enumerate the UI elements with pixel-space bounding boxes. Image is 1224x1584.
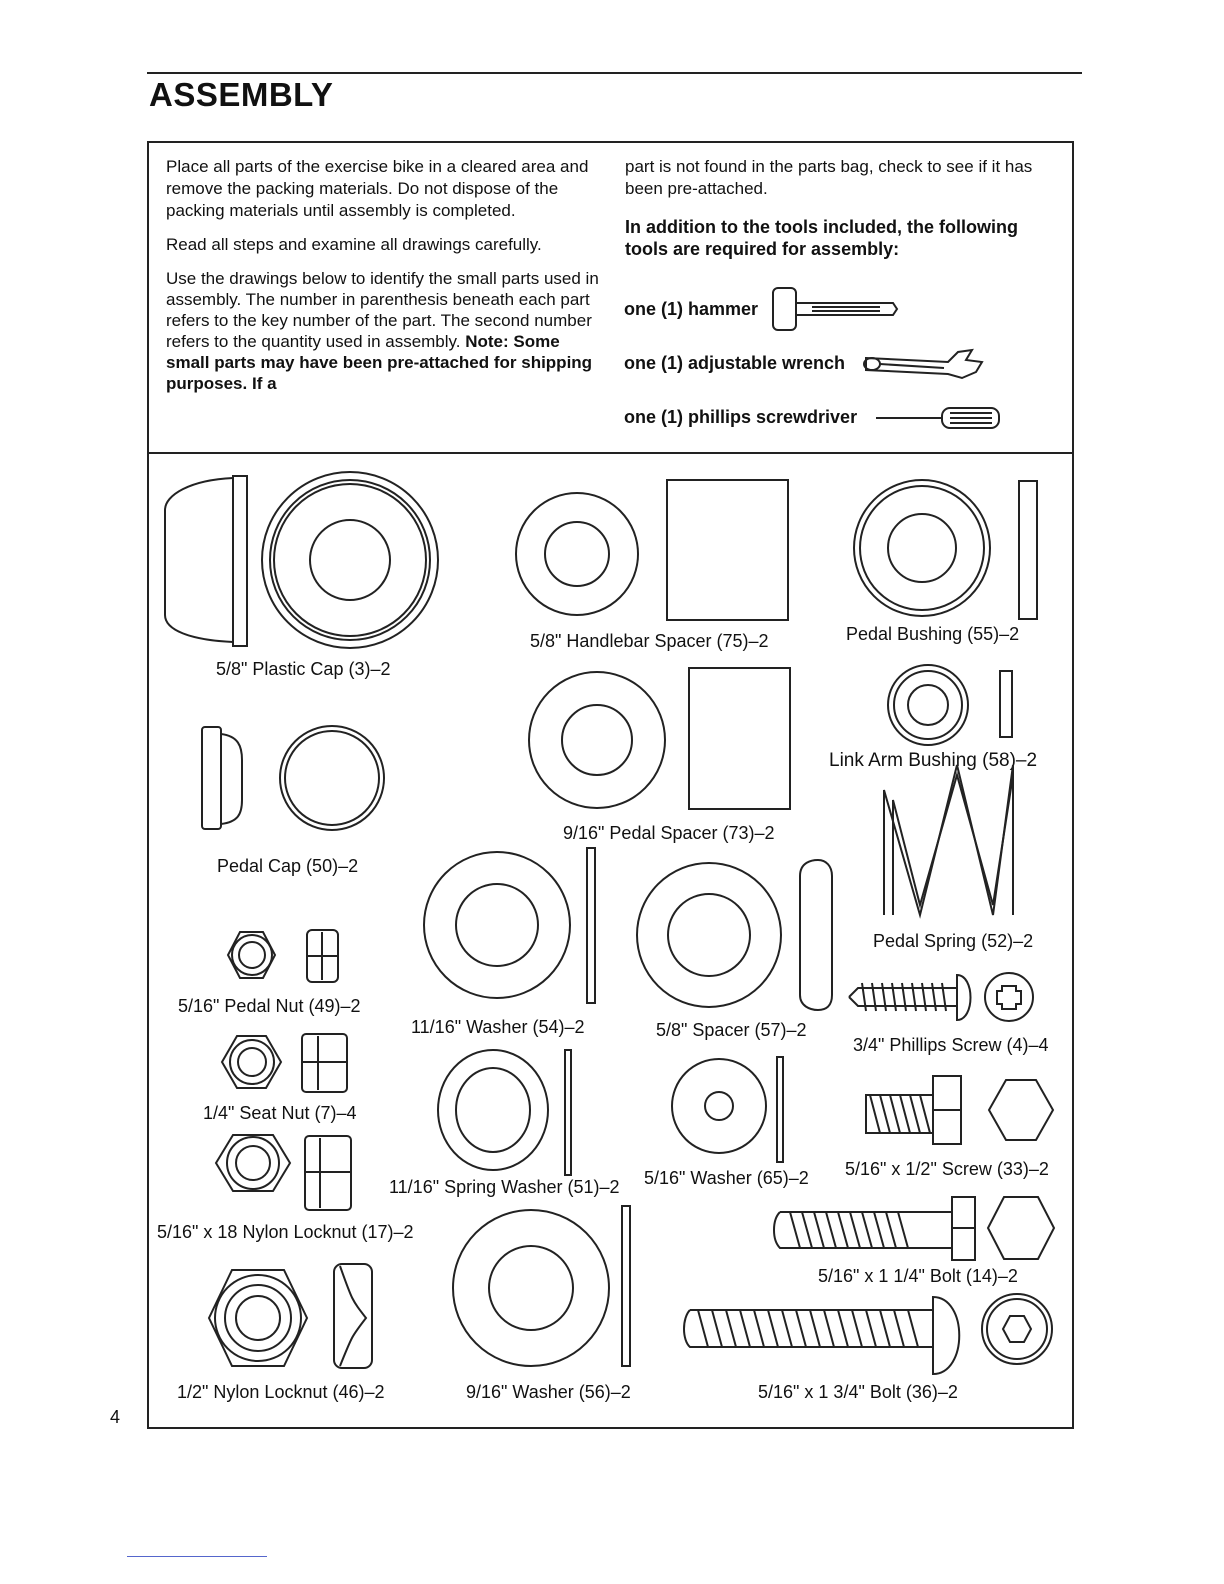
pedal-spacer-drawing [529,668,790,809]
bolt-36-drawing [684,1294,1052,1374]
phillips-screw-drawing [849,973,1033,1021]
nylon-locknut-46-drawing [209,1264,372,1368]
tool-wrench-label: one (1) adjustable wrench [624,353,846,373]
intro-paragraph-4: part is not found in the parts bag, check to see if it has been pre-attached. [625,157,1033,198]
pedal-bushing-drawing [854,480,1037,619]
label-phillips-screw: 3/4" Phillips Screw (4)–4 [853,1035,1049,1055]
label-plastic-cap: 5/8" Plastic Cap (3)–2 [216,659,391,679]
hammer-icon [773,288,897,330]
label-washer-56: 9/16" Washer (56)–2 [466,1382,631,1402]
pedal-nut-drawing [228,930,338,982]
seat-nut-drawing [222,1034,347,1092]
label-spring-washer: 11/16" Spring Washer (51)–2 [389,1177,620,1197]
intro-paragraph-3-text: Use the drawings below to identify the small parts used in assembly. The number in parenthesis beneath each part refers to the key number of the part. The second number refers to the quantity used in assembly. [166,269,599,351]
label-pedal-cap: Pedal Cap (50)–2 [217,856,359,876]
label-seat-nut: 1/4" Seat Nut (7)–4 [203,1103,357,1123]
label-washer-65: 5/16" Washer (65)–2 [644,1168,809,1188]
washer-54-drawing [424,848,595,1003]
wrench-icon [864,350,982,378]
tool-screwdriver-label: one (1) phillips screwdriver [624,407,858,427]
washer-65-drawing [672,1057,783,1162]
spacer-57-drawing [637,860,832,1010]
intro-paragraph-1: Place all parts of the exercise bike in a cleared area and remove the packing materials. Do not dispose of the packing materials until assembly is completed. [166,157,589,220]
pedal-spring-drawing [884,765,1013,915]
label-nylon-locknut-46: 1/2" Nylon Locknut (46)–2 [177,1382,385,1402]
screwdriver-icon [876,408,999,428]
label-bolt-36: 5/16" x 1 3/4" Bolt (36)–2 [758,1382,958,1402]
bolt-14-drawing [774,1197,1054,1260]
intro-note: Note: Some small parts may have been pre-attached for shipping purposes. [166,332,593,393]
label-nylon-locknut-17: 5/16" x 18 Nylon Locknut (17)–2 [157,1222,414,1242]
label-handlebar-spacer: 5/8" Handlebar Spacer (75)–2 [530,631,769,651]
tools-required-text: In addition to the tools included, the following tools are required for assembly: [625,217,1018,259]
label-pedal-bushing: Pedal Bushing (55)–2 [846,624,1020,644]
washer-56-drawing [453,1206,630,1366]
label-spacer-57: 5/8" Spacer (57)–2 [656,1020,807,1040]
intro-note-tail: If a [247,374,277,393]
label-pedal-nut: 5/16" Pedal Nut (49)–2 [178,996,361,1016]
intro-paragraph-2: Read all steps and examine all drawings carefully. [166,235,542,254]
label-link-arm-bushing: Link Arm Bushing (58)–2 [829,750,1038,771]
nylon-locknut-17-drawing [216,1135,351,1210]
handlebar-spacer-drawing [516,480,788,620]
label-bolt-14: 5/16" x 1 1/4" Bolt (14)–2 [818,1266,1018,1286]
link-arm-bushing-drawing [888,665,1012,745]
pedal-cap-drawing [202,726,384,830]
screw-33-drawing [866,1076,1053,1144]
plastic-cap-drawing [165,472,438,648]
page-title: ASSEMBLY [149,76,334,113]
label-screw-33: 5/16" x 1/2" Screw (33)–2 [845,1159,1049,1179]
spring-washer-drawing [438,1050,571,1175]
label-pedal-spring: Pedal Spring (52)–2 [873,931,1034,951]
label-pedal-spacer: 9/16" Pedal Spacer (73)–2 [563,823,775,843]
label-washer-54: 11/16" Washer (54)–2 [411,1017,585,1037]
page-number: 4 [110,1407,121,1427]
tool-hammer-label: one (1) hammer [624,299,759,319]
